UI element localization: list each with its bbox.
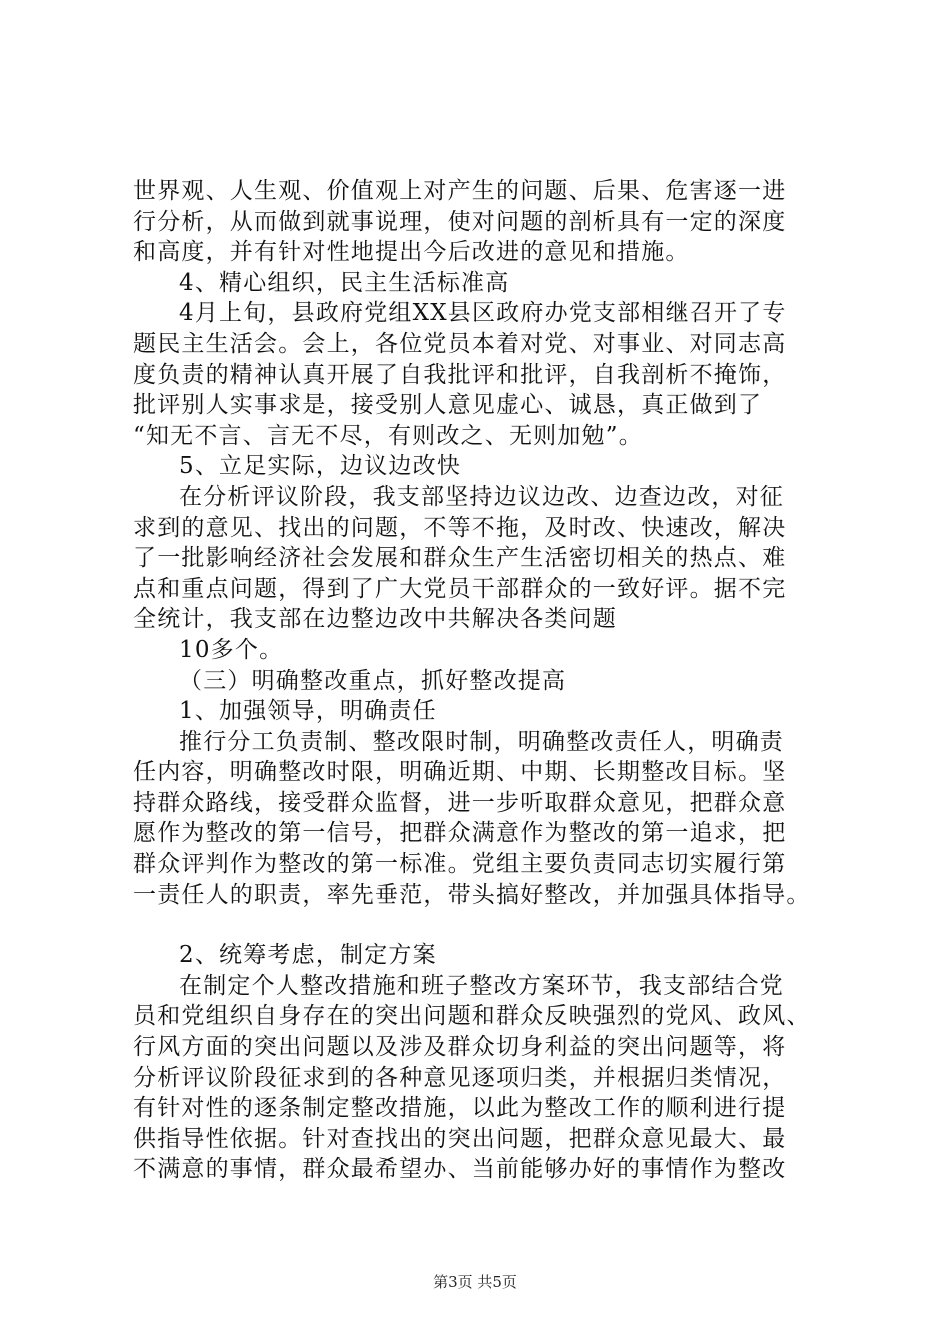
text-line: 点和重点问题，得到了广大党员干部群众的一致好评。据不完 bbox=[133, 575, 787, 602]
text-line: 推行分工负责制、整改限时制，明确整改责任人，明确责 bbox=[179, 728, 784, 755]
text-line: 行风方面的突出问题以及涉及群众切身利益的突出问题等，将 bbox=[133, 1034, 787, 1061]
text-line: 世界观、人生观、价值观上对产生的问题、后果、危害逐一进 bbox=[133, 178, 787, 204]
text-line: 供指导性依据。针对查找出的突出问题，把群众意见最大、最 bbox=[133, 1125, 787, 1152]
document-body bbox=[133, 176, 853, 1185]
text-line: 行分析，从而做到就事说理，使对问题的剖析具有一定的深度 bbox=[133, 208, 787, 235]
paragraph-gap bbox=[133, 910, 853, 940]
text-line: 愿作为整改的第一信号，把群众满意作为整改的第一追求，把 bbox=[133, 820, 787, 847]
text-line: 2、统筹考虑，制定方案 bbox=[179, 942, 437, 969]
text-line: 分析评议阶段征求到的各种意见逐项归类，并根据归类情况， bbox=[133, 1064, 787, 1091]
text-line: 全统计，我支部在边整边改中共解决各类问题 bbox=[133, 606, 617, 633]
text-line: （三）明确整改重点，抓好整改提高 bbox=[179, 667, 567, 694]
text-line: 4月上旬，县政府党组XX县区政府办党支部相继召开了专 bbox=[179, 300, 787, 327]
text-line: 员和党组织自身存在的突出问题和群众反映强烈的党风、政风、 bbox=[133, 1003, 811, 1030]
text-line: 5、立足实际，边议边改快 bbox=[179, 453, 462, 480]
page-number: 第3页 共5页 bbox=[433, 1273, 517, 1291]
text-line: 度负责的精神认真开展了自我批评和批评，自我剖析不掩饰， bbox=[133, 361, 787, 388]
text-line: 任内容，明确整改时限，明确近期、中期、长期整改目标。坚 bbox=[133, 759, 787, 786]
text-line: 10多个。 bbox=[179, 636, 284, 663]
text-line: 题民主生活会。会上，各位党员本着对党、对事业、对同志高 bbox=[133, 330, 787, 357]
text-line: 群众评判作为整改的第一标准。党组主要负责同志切实履行第 bbox=[133, 851, 787, 878]
text-line: 在分析评议阶段，我支部坚持边议边改、边查边改，对征 bbox=[179, 483, 784, 510]
text-line: 了一批影响经济社会发展和群众生产生活密切相关的热点、难 bbox=[133, 545, 787, 572]
text-line: 4、精心组织，民主生活标准高 bbox=[179, 269, 510, 296]
text-line: “知无不言、言无不尽，有则改之、无则加勉”。 bbox=[133, 422, 643, 449]
text-line: 在制定个人整改措施和班子整改方案环节，我支部结合党 bbox=[179, 972, 784, 999]
text-line: 持群众路线，接受群众监督，进一步听取群众意见，把群众意 bbox=[133, 789, 787, 816]
text-line: 1、加强领导，明确责任 bbox=[179, 698, 437, 725]
text-line: 和高度，并有针对性地提出今后改进的意见和措施。 bbox=[133, 239, 690, 266]
text-line: 不满意的事情，群众最希望办、当前能够办好的事情作为整改 bbox=[133, 1156, 787, 1183]
text-line: 批评别人实事求是，接受别人意见虚心、诚恳，真正做到了 bbox=[133, 392, 763, 419]
text-line: 一责任人的职责，率先垂范，带头搞好整改，并加强具体指导。 bbox=[133, 881, 811, 908]
text-line: 有针对性的逐条制定整改措施，以此为整改工作的顺利进行提 bbox=[133, 1095, 787, 1122]
page-footer bbox=[0, 1271, 950, 1292]
text-line: 求到的意见、找出的问题，不等不拖，及时改、快速改，解决 bbox=[133, 514, 787, 541]
